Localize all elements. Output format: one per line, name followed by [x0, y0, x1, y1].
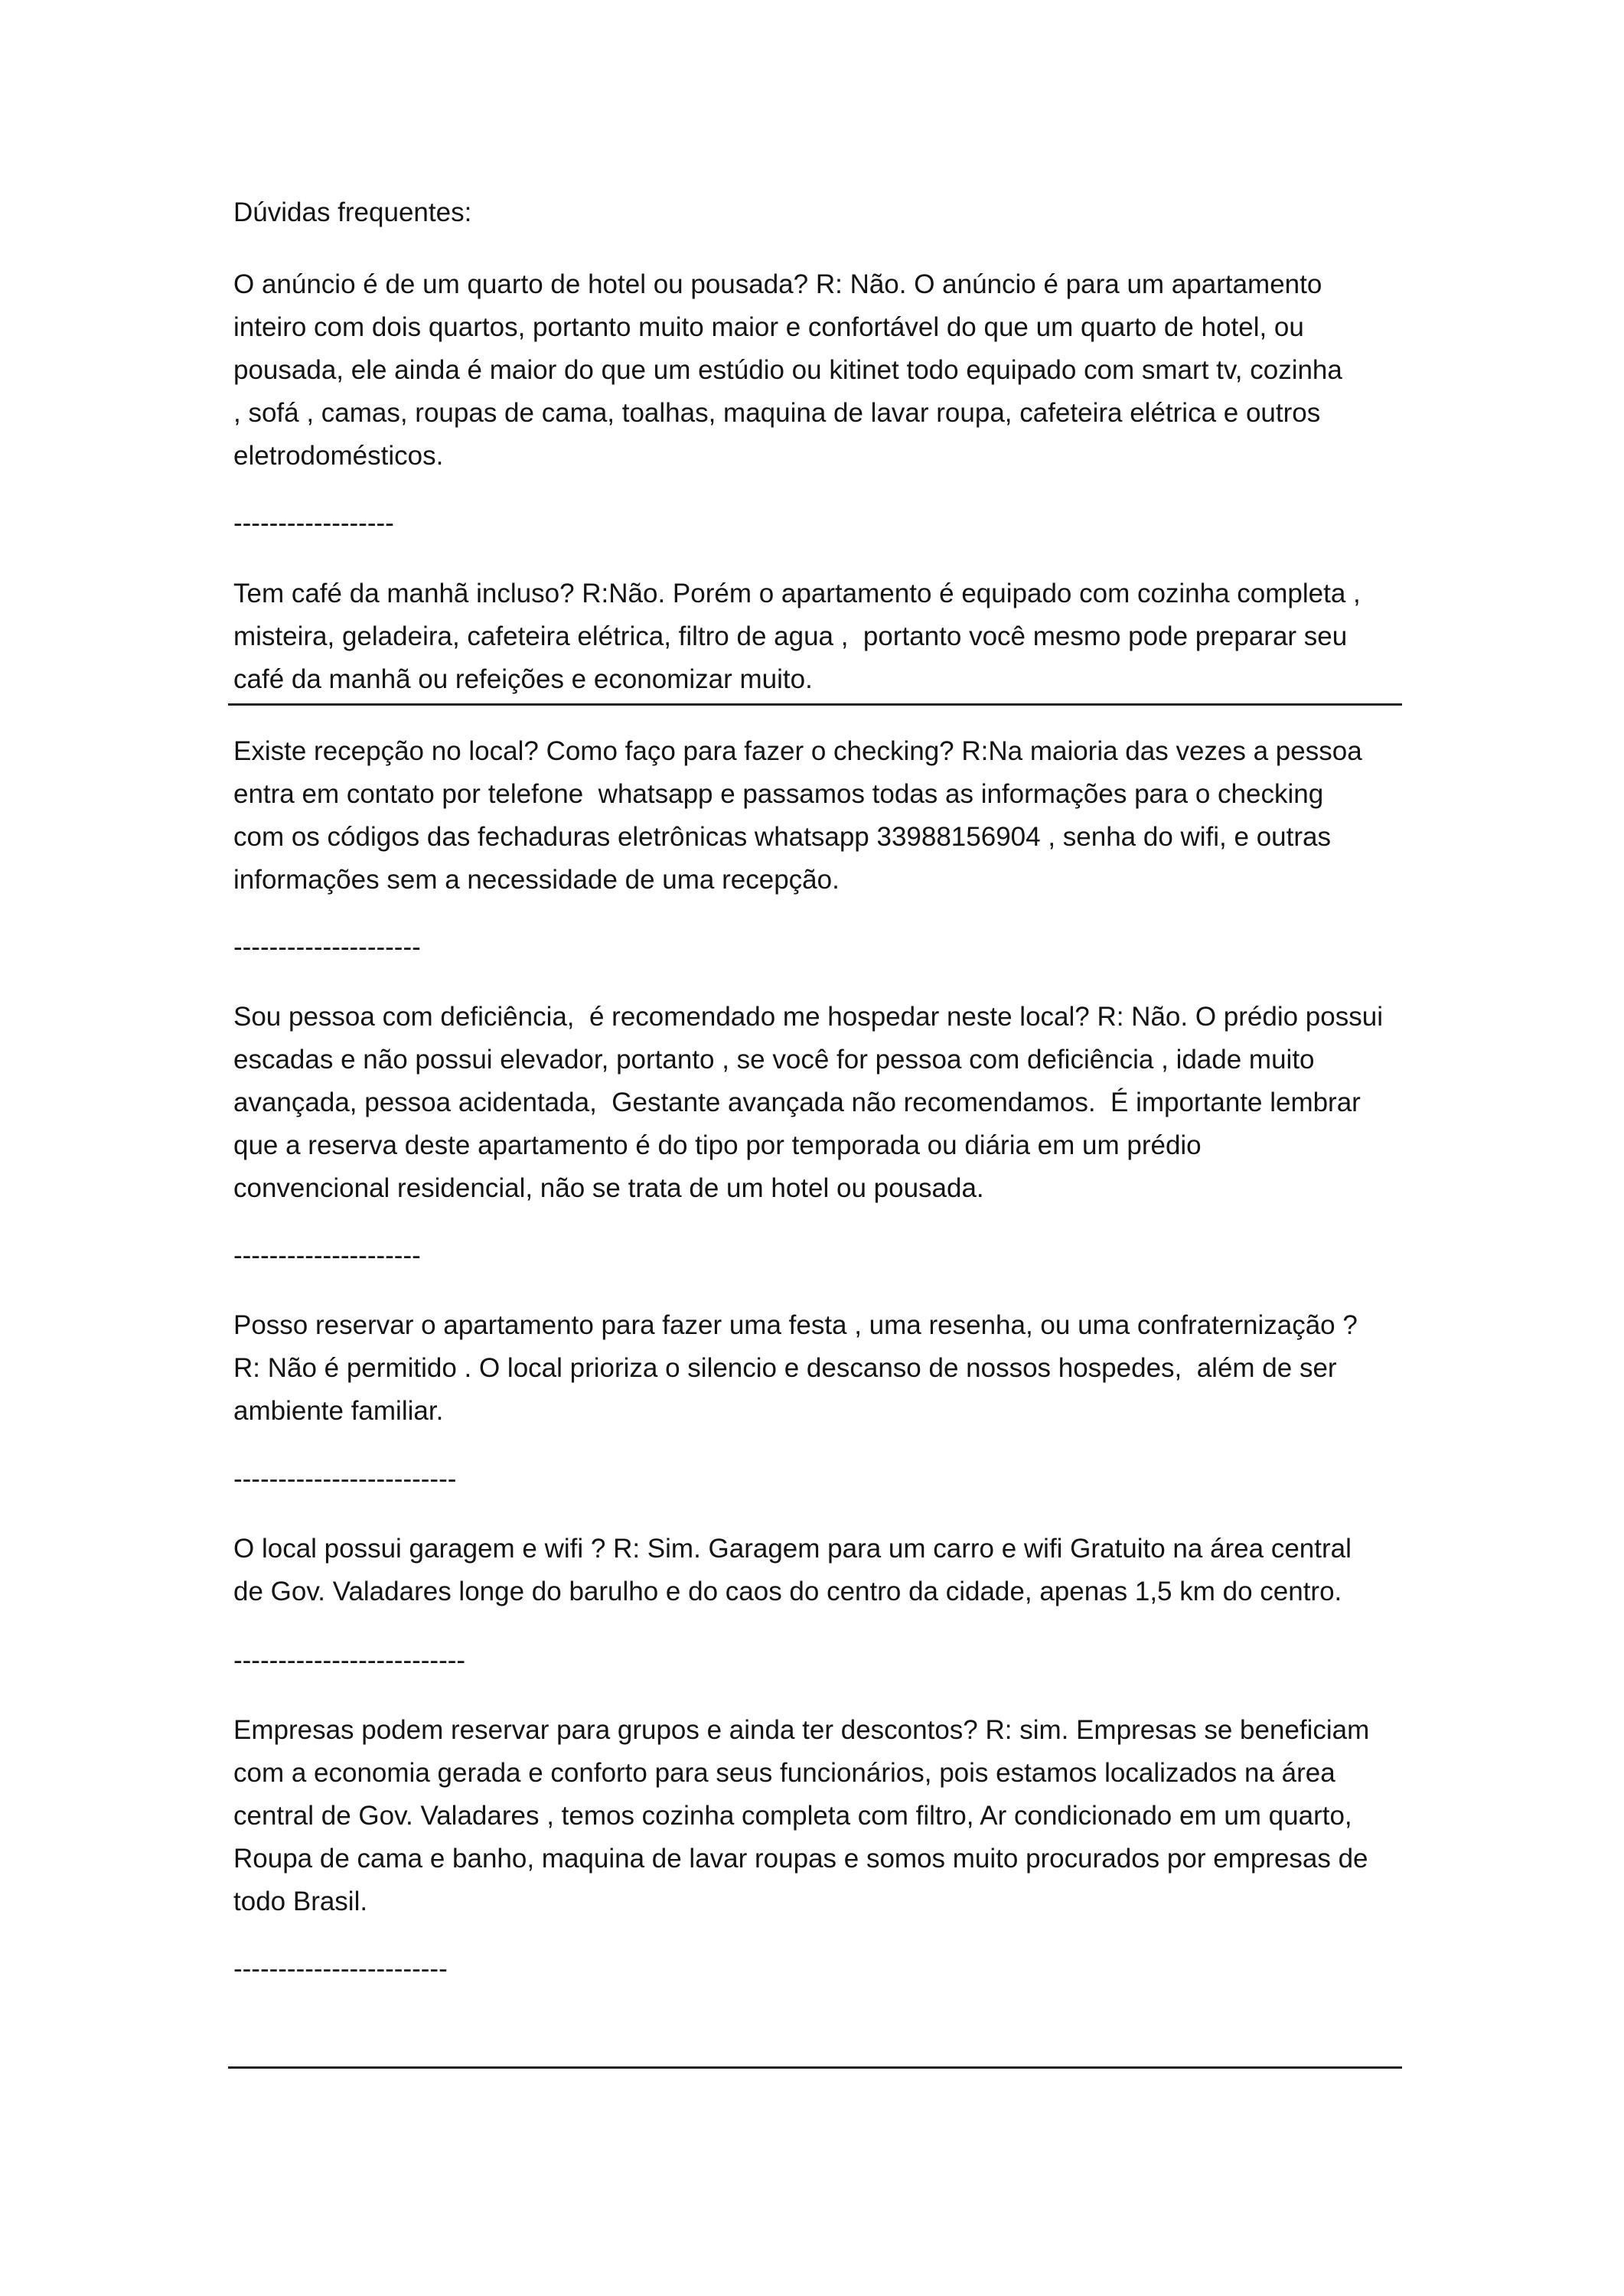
- page-heading: Dúvidas frequentes:: [233, 197, 472, 227]
- dash-separator: --------------------------: [233, 1645, 466, 1675]
- separator-dashes: [233, 1639, 1404, 1682]
- separator-dashes: [233, 1234, 1404, 1277]
- faq-paragraph-accessibility: [233, 996, 1404, 1210]
- text-line: todo Brasil.: [233, 1887, 368, 1916]
- text-line: com a economia gerada e conforto para seus funcionários, pois estamos localizados na área: [233, 1758, 1335, 1788]
- text-line: convencional residencial, não se trata de um hotel ou pousada.: [233, 1173, 984, 1203]
- text-line: eletrodomésticos.: [233, 441, 444, 471]
- dash-separator: ------------------: [233, 508, 394, 538]
- text-line: café da manhã ou refeições e economizar muito.: [233, 664, 813, 694]
- text-line: O local possui garagem e wifi ? R: Sim. Garagem para um carro e wifi Gratuito na área central: [233, 1534, 1352, 1564]
- horizontal-rule: [228, 2066, 1402, 2069]
- text-line: O anúncio é de um quarto de hotel ou pousada? R: Não. O anúncio é para um apartamento: [233, 269, 1322, 299]
- text-line: Posso reservar o apartamento para fazer uma festa , uma resenha, ou uma confraternização ?: [233, 1310, 1358, 1340]
- faq-paragraph-reception: [233, 730, 1404, 902]
- text-line: Existe recepção no local? Como faço para fazer o checking? R:Na maioria das vezes a pessoa: [233, 736, 1362, 766]
- text-line: entra em contato por telefone whatsapp e passamos todas as informações para o checking: [233, 779, 1324, 809]
- text-line: Roupa de cama e banho, maquina de lavar roupas e somos muito procurados por empresas de: [233, 1844, 1368, 1874]
- text-line: central de Gov. Valadares , temos cozinha completa com filtro, Ar condicionado em um quarto,: [233, 1801, 1352, 1831]
- faq-paragraph-garage-wifi: [233, 1528, 1404, 1613]
- separator-dashes: [233, 502, 1404, 545]
- text-line: informações sem a necessidade de uma recepção.: [233, 865, 840, 895]
- separator-dashes: [233, 1458, 1404, 1501]
- text-line: inteiro com dois quartos, portanto muito maior e confortável do que um quarto de hotel, ou: [233, 312, 1304, 342]
- text-line: que a reserva deste apartamento é do tipo por temporada ou diária em um prédio: [233, 1130, 1202, 1160]
- separator-dashes: [233, 1948, 1404, 1991]
- text-line: misteira, geladeira, cafeteira elétrica, filtro de agua , portanto você mesmo pode preparar seu: [233, 621, 1348, 651]
- text-line: de Gov. Valadares longe do barulho e do caos do centro da cidade, apenas 1,5 km do centro.: [233, 1577, 1342, 1606]
- text-line: Empresas podem reservar para grupos e ainda ter descontos? R: sim. Empresas se beneficiam: [233, 1715, 1370, 1745]
- text-line: Sou pessoa com deficiência, é recomendado me hospedar neste local? R: Não. O prédio possui: [233, 1002, 1383, 1032]
- faq-paragraph-companies: [233, 1709, 1404, 1923]
- text-line: pousada, ele ainda é maior do que um estúdio ou kitinet todo equipado com smart tv, cozinha: [233, 355, 1342, 385]
- text-line: ambiente familiar.: [233, 1396, 444, 1426]
- horizontal-rule: [228, 703, 1402, 706]
- text-line: , sofá , camas, roupas de cama, toalhas, maquina de lavar roupa, cafeteira elétrica e outros: [233, 398, 1321, 428]
- text-line: Tem café da manhã incluso? R:Não. Porém o apartamento é equipado com cozinha completa ,: [233, 579, 1361, 608]
- separator-dashes: [233, 926, 1404, 969]
- dash-separator: ---------------------: [233, 932, 421, 962]
- text-line: escadas e não possui elevador, portanto , se você for pessoa com deficiência , idade muito: [233, 1045, 1315, 1075]
- dash-separator: ---------------------: [233, 1241, 421, 1270]
- dash-separator: -------------------------: [233, 1464, 457, 1494]
- text-line: avançada, pessoa acidentada, Gestante avançada não recomendamos. É importante lembrar: [233, 1088, 1361, 1117]
- text-line: com os códigos das fechaduras eletrônicas whatsapp 33988156904 , senha do wifi, e outras: [233, 822, 1331, 852]
- text-line: R: Não é permitido . O local prioriza o silencio e descanso de nossos hospedes, além de ser: [233, 1353, 1337, 1383]
- dash-separator: ------------------------: [233, 1954, 448, 1984]
- faq-paragraph-listing-type: [233, 263, 1404, 478]
- faq-paragraph-parties: [233, 1304, 1404, 1433]
- faq-paragraph-breakfast: [233, 572, 1404, 701]
